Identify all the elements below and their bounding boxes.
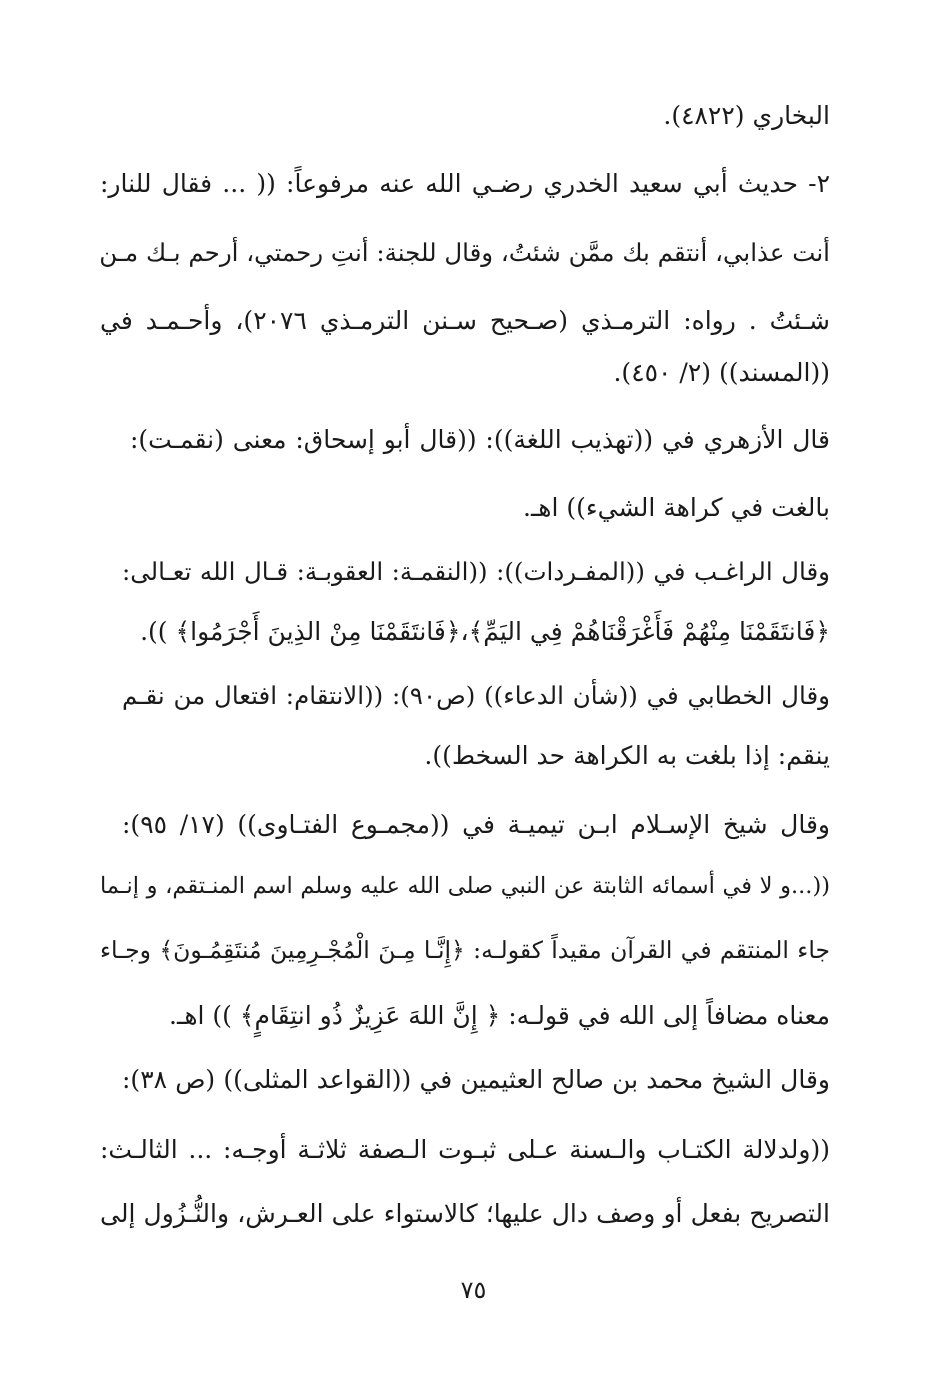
text-line: وقال الشيخ محمد بن صالح العثيمين في ((القواعد المثلى)) (ص ٣٨): [122,1065,830,1094]
text-line: ((...و لا في أسمائه الثابتة عن النبي صلى الله عليه وسلم اسم المنـتقم، و إنـما [100,873,830,899]
text-line: ينقم: إذا بلغت به الكراهة حد السخط)). [424,741,830,770]
text-line: البخاري (٤٨٢٢). [663,101,830,130]
text-line: شـئتُ . رواه: الترمـذي (صـحيح سـنن الترمـذي ٢٠٧٦)، وأحـمـد في [100,306,830,335]
text-line: جاء المنتقم في القرآن مقيداً كقولـه: ﴿إِنَّـا مِـنَ الْمُجْـرِمِينَ مُنتَقِمُـونَ﴾ وجـاء [100,936,830,964]
text-line: وقال الراغـب في ((المفـردات)): ((النقمـة: العقوبـة: قـال الله تعـالى: [122,557,830,586]
document-page [100,0,830,1386]
page-number: ٧٥ [460,1276,487,1304]
text-line: ((المسند)) (٢/ ٤٥٠). [613,358,830,387]
text-line: ٢- حديث أبي سعيد الخدري رضـي الله عنه مرفوعاً: (( ... فقال للنار: [100,169,830,198]
text-line: وقال شيخ الإسـلام ابـن تيميـة في ((مجمـوع الفتـاوى)) (١٧/ ٩٥): [122,810,830,839]
text-line: أنت عذابي، أنتقم بك ممَّن شئتُ، وقال للجنة: أنتِ رحمتي، أرحم بـك مـن [99,238,830,267]
text-line: معناه مضافاً إلى الله في قولـه: ﴿ إِنَّ اللهَ عَزِيزٌ ذُو انتِقَامٍ﴾ )) اهـ. [169,1001,830,1030]
text-line: ﴿فَانتَقَمْنَا مِنْهُمْ فَأَغْرَقْنَاهُمْ فِي اليَمِّ﴾،﴿فَانتَقَمْنَا مِنْ الذِينَ أَجْرَمُوا﴾ )). [140,617,830,646]
text-line: ((ولدلالة الكتـاب والـسنة عـلى ثبـوت الـصفة ثلاثـة أوجـه: ... الثالـث: [100,1135,830,1164]
text-line: وقال الخطابي في ((شأن الدعاء)) (ص٩٠): ((الانتقام: افتعال من نقـم [122,681,830,710]
text-line: بالغت في كراهة الشيء)) اهـ. [523,493,830,522]
text-line: التصريح بفعل أو وصف دال عليها؛ كالاستواء على العـرش، والنُّـزُول إلى [100,1199,830,1228]
text-line: قال الأزهري في ((تهذيب اللغة)): ((قال أبو إسحاق: معنى (نقمـت): [130,425,830,454]
